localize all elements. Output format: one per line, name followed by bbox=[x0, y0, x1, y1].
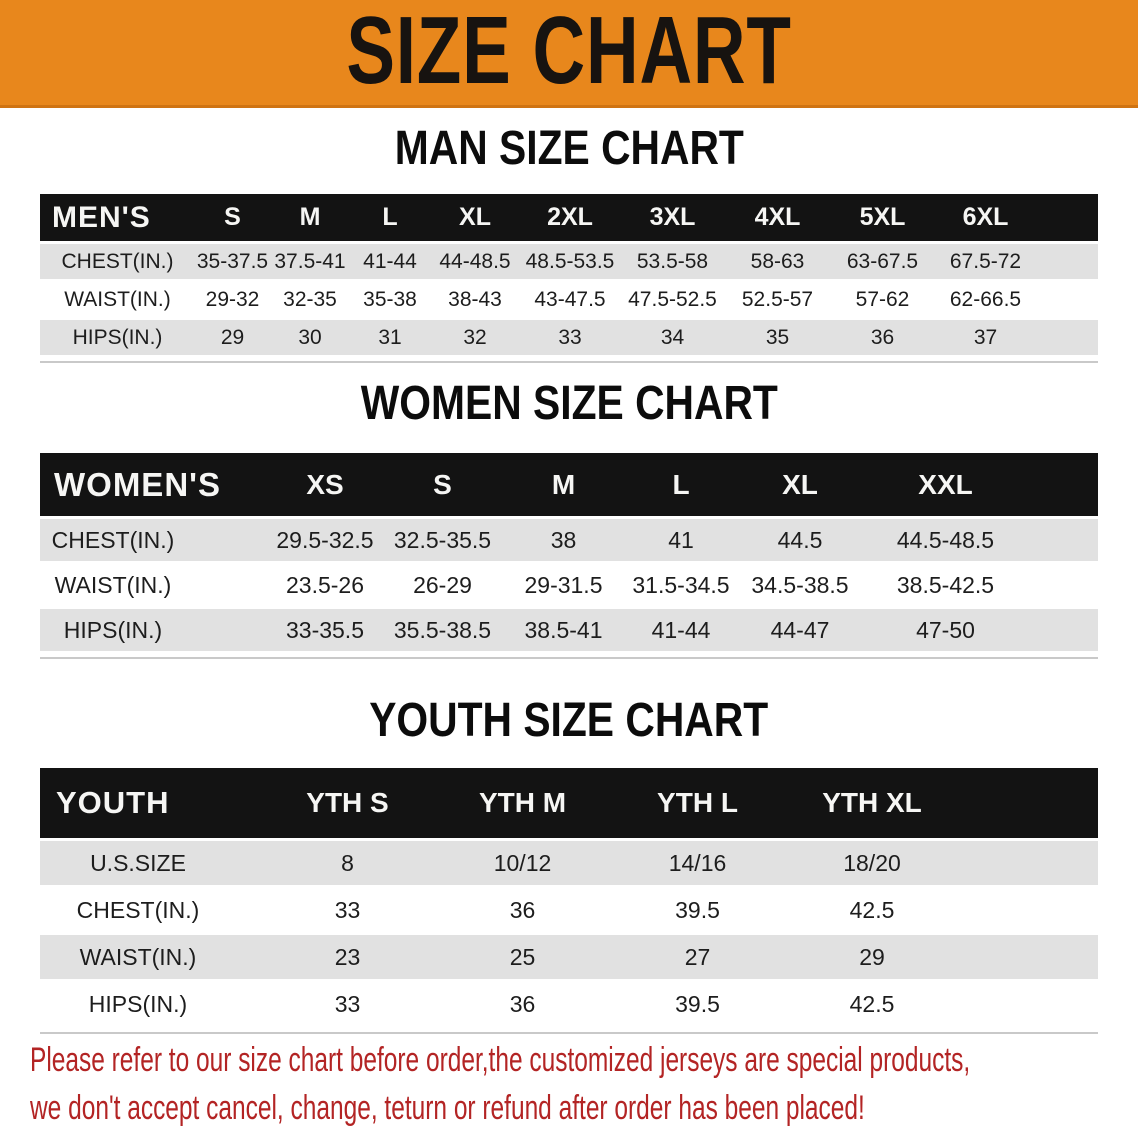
size-value: 35-38 bbox=[350, 282, 430, 317]
size-value: 34 bbox=[620, 320, 725, 355]
size-value: 30 bbox=[270, 320, 350, 355]
size-value: 10/12 bbox=[435, 841, 610, 885]
size-column-header: L bbox=[622, 453, 740, 516]
size-value: 38 bbox=[505, 519, 622, 561]
size-value: 36 bbox=[435, 982, 610, 1026]
row-label: WAIST(IN.) bbox=[40, 935, 260, 979]
table-category-label: MEN'S bbox=[40, 194, 195, 241]
size-value: 29 bbox=[195, 320, 270, 355]
title-banner bbox=[0, 0, 1138, 108]
size-column-header: YTH L bbox=[610, 768, 785, 838]
size-value: 33 bbox=[260, 982, 435, 1026]
size-column-header: 6XL bbox=[935, 194, 1098, 241]
size-value: 37 bbox=[935, 320, 1098, 355]
size-column-header: M bbox=[270, 194, 350, 241]
size-value: 48.5-53.5 bbox=[520, 244, 620, 279]
size-value: 36 bbox=[435, 888, 610, 932]
page-title: SIZE CHART bbox=[346, 0, 792, 104]
size-value: 44.5 bbox=[740, 519, 860, 561]
table-category-label: WOMEN'S bbox=[40, 453, 270, 516]
size-value: 31 bbox=[350, 320, 430, 355]
size-value: 29-31.5 bbox=[505, 564, 622, 606]
youth-size-table bbox=[40, 765, 1098, 1029]
size-column-header: XL bbox=[430, 194, 520, 241]
size-value: 29-32 bbox=[195, 282, 270, 317]
size-value: 29 bbox=[785, 935, 1098, 979]
youth-section-heading: YOUTH SIZE CHART bbox=[369, 694, 769, 747]
size-value: 26-29 bbox=[380, 564, 505, 606]
size-value: 33 bbox=[260, 888, 435, 932]
size-value: 63-67.5 bbox=[830, 244, 935, 279]
size-value: 57-62 bbox=[830, 282, 935, 317]
size-value: 32-35 bbox=[270, 282, 350, 317]
size-column-header: 2XL bbox=[520, 194, 620, 241]
size-column-header: YTH S bbox=[260, 768, 435, 838]
row-label: WAIST(IN.) bbox=[40, 564, 270, 606]
size-value: 52.5-57 bbox=[725, 282, 830, 317]
row-label: CHEST(IN.) bbox=[40, 519, 270, 561]
size-column-header: XS bbox=[270, 453, 380, 516]
table-category-label: YOUTH bbox=[40, 768, 260, 838]
size-value: 32 bbox=[430, 320, 520, 355]
size-value: 32.5-35.5 bbox=[380, 519, 505, 561]
measurement-row bbox=[40, 888, 1098, 932]
size-column-header: 4XL bbox=[725, 194, 830, 241]
size-value: 33 bbox=[520, 320, 620, 355]
size-value: 18/20 bbox=[785, 841, 1098, 885]
measurement-row bbox=[40, 935, 1098, 979]
size-column-header: YTH M bbox=[435, 768, 610, 838]
size-value: 41-44 bbox=[350, 244, 430, 279]
size-value: 41 bbox=[622, 519, 740, 561]
size-column-header: S bbox=[380, 453, 505, 516]
size-value: 25 bbox=[435, 935, 610, 979]
size-value: 41-44 bbox=[622, 609, 740, 651]
size-value: 33-35.5 bbox=[270, 609, 380, 651]
size-value: 34.5-38.5 bbox=[740, 564, 860, 606]
row-label: HIPS(IN.) bbox=[40, 982, 260, 1026]
size-value: 44-48.5 bbox=[430, 244, 520, 279]
size-value: 37.5-41 bbox=[270, 244, 350, 279]
man-section-heading: MAN SIZE CHART bbox=[394, 122, 744, 175]
size-column-header: YTH XL bbox=[785, 768, 1098, 838]
size-value: 31.5-34.5 bbox=[622, 564, 740, 606]
size-value: 38.5-42.5 bbox=[860, 564, 1098, 606]
order-policy-note bbox=[30, 1036, 1110, 1132]
size-value: 42.5 bbox=[785, 982, 1098, 1026]
size-value: 38.5-41 bbox=[505, 609, 622, 651]
measurement-row bbox=[40, 320, 1098, 355]
measurement-row bbox=[40, 564, 1098, 606]
size-value: 43-47.5 bbox=[520, 282, 620, 317]
size-header-row bbox=[40, 453, 1098, 516]
youth-size-table-wrap bbox=[40, 765, 1098, 1034]
measurement-row bbox=[40, 282, 1098, 317]
size-column-header: 5XL bbox=[830, 194, 935, 241]
size-value: 8 bbox=[260, 841, 435, 885]
size-value: 47-50 bbox=[860, 609, 1098, 651]
row-label: CHEST(IN.) bbox=[40, 244, 195, 279]
measurement-row bbox=[40, 982, 1098, 1026]
size-column-header: XL bbox=[740, 453, 860, 516]
size-column-header: S bbox=[195, 194, 270, 241]
size-value: 53.5-58 bbox=[620, 244, 725, 279]
size-value: 35.5-38.5 bbox=[380, 609, 505, 651]
size-value: 29.5-32.5 bbox=[270, 519, 380, 561]
man-size-table bbox=[40, 191, 1098, 358]
size-value: 44.5-48.5 bbox=[860, 519, 1098, 561]
size-value: 44-47 bbox=[740, 609, 860, 651]
size-header-row bbox=[40, 194, 1098, 241]
size-column-header: 3XL bbox=[620, 194, 725, 241]
row-label: WAIST(IN.) bbox=[40, 282, 195, 317]
women-size-table-wrap bbox=[40, 450, 1098, 659]
size-column-header: XXL bbox=[860, 453, 1098, 516]
row-label: HIPS(IN.) bbox=[40, 609, 270, 651]
size-column-header: L bbox=[350, 194, 430, 241]
women-section-heading: WOMEN SIZE CHART bbox=[360, 377, 778, 430]
size-value: 62-66.5 bbox=[935, 282, 1098, 317]
row-label: CHEST(IN.) bbox=[40, 888, 260, 932]
size-value: 23 bbox=[260, 935, 435, 979]
measurement-row bbox=[40, 244, 1098, 279]
size-value: 14/16 bbox=[610, 841, 785, 885]
size-value: 39.5 bbox=[610, 888, 785, 932]
man-size-table-wrap bbox=[40, 191, 1098, 363]
size-value: 36 bbox=[830, 320, 935, 355]
size-value: 38-43 bbox=[430, 282, 520, 317]
size-header-row bbox=[40, 768, 1098, 838]
women-size-table bbox=[40, 450, 1098, 654]
size-column-header: M bbox=[505, 453, 622, 516]
size-value: 58-63 bbox=[725, 244, 830, 279]
order-policy-line-2: we don't accept cancel, change, teturn or refund after order has been placed! bbox=[30, 1089, 865, 1127]
size-value: 35-37.5 bbox=[195, 244, 270, 279]
size-value: 39.5 bbox=[610, 982, 785, 1026]
size-value: 35 bbox=[725, 320, 830, 355]
size-value: 47.5-52.5 bbox=[620, 282, 725, 317]
size-value: 67.5-72 bbox=[935, 244, 1098, 279]
size-value: 27 bbox=[610, 935, 785, 979]
measurement-row bbox=[40, 609, 1098, 651]
row-label: HIPS(IN.) bbox=[40, 320, 195, 355]
size-value: 23.5-26 bbox=[270, 564, 380, 606]
size-value: 42.5 bbox=[785, 888, 1098, 932]
row-label: U.S.SIZE bbox=[40, 841, 260, 885]
measurement-row bbox=[40, 841, 1098, 885]
measurement-row bbox=[40, 519, 1098, 561]
order-policy-line-1: Please refer to our size chart before order,the customized jerseys are special products, bbox=[30, 1041, 971, 1079]
